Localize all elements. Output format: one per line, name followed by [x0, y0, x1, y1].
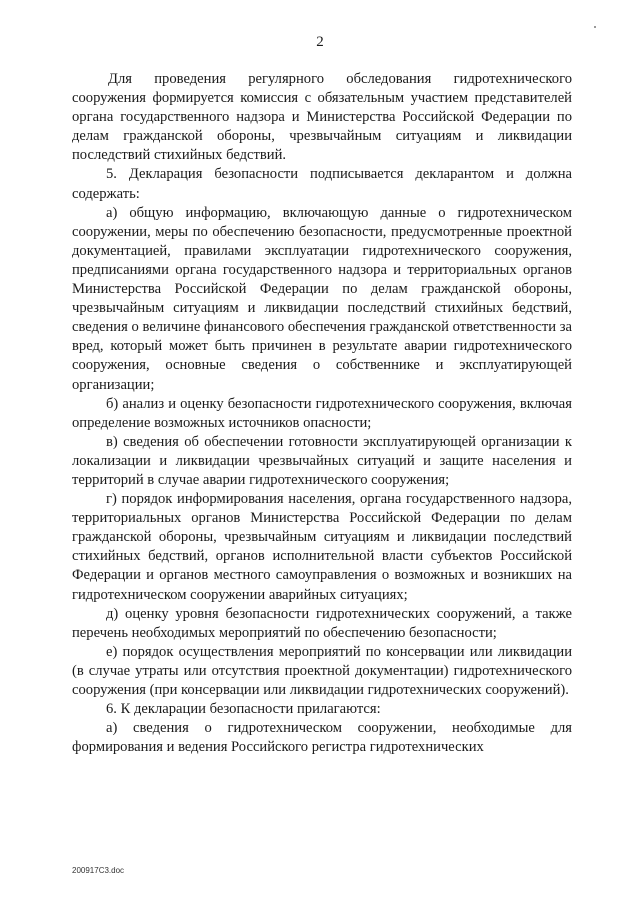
paragraph-item-5: 5. Декларация безопасности подписывается декларантом и должна содержать: [72, 166, 572, 202]
paragraph-item-5d: д) оценку уровня безопасности гидротехнических сооружений, а также перечень необходимых мероприятий по обеспечению безопасности; [72, 605, 572, 641]
scan-speck [594, 26, 596, 28]
paragraph-item-5g: г) порядок информирования населения, органа государственного надзора, территориальных органов Министерства Российской Федерации по делам гражданской обороны, чрезвычайным ситуациям и ликвидации последствий стихийных бедствий, органов исполнительной власти субъектов Российской Федерации и органов местного самоуправления о возможных и возникших на гидротехническом сооружении аварийных ситуациях; [72, 491, 572, 603]
paragraph-item-5b: б) анализ и оценку безопасности гидротехнического сооружения, включая определение возможных источников опасности; [72, 395, 572, 431]
paragraph-item-6: 6. К декларации безопасности прилагаются: [106, 701, 381, 718]
paragraph-item-5v: в) сведения об обеспечении готовности эксплуатирующей организации к локализации и ликвидации чрезвычайных ситуаций и защите населения и территорий в случае аварии гидротехнического сооружения; [72, 433, 572, 488]
page-number: 2 [316, 34, 324, 50]
footer-filename: 200917C3.doc [72, 866, 125, 875]
paragraph-item-5e: е) порядок осуществления мероприятий по консервации или ликвидации (в случае утраты или отсутствия проектной документации) гидротехнического сооружения (при консервации или ликвидации гидротехнических сооружений). [72, 643, 572, 698]
paragraph-item-5a: а) общую информацию, включающую данные о гидротехническом сооружении, меры по обеспечению безопасности, предусмотренные проектной документацией, правилами эксплуатации гидротехнического сооружения, предписаниями органа государственного надзора и территориальных органов Министерства Российской Федерации по делам гражданской обороны, чрезвычайным ситуациям и ликвидации последствий стихийных бедствий, сведения о величине финансового обеспечения гражданской ответственности за вред, который может быть причинен в результате аварии гидротехнического сооружения, основные сведения о собственнике и эксплуатирующей организации; [72, 204, 572, 393]
paragraph-inspection-commission: Для проведения регулярного обследования гидротехнического сооружения формируется комиссия с обязательным участием представителей органа государственного надзора и Министерства Российской Федерации по делам гражданской обороны, чрезвычайным ситуациям и ликвидации последствий стихийных бедствий. [72, 71, 572, 164]
paragraph-item-6a: а) сведения о гидротехническом сооружении, необходимые для формирования и ведения Российского регистра гидротехнических [72, 720, 572, 756]
document-body [72, 70, 572, 757]
